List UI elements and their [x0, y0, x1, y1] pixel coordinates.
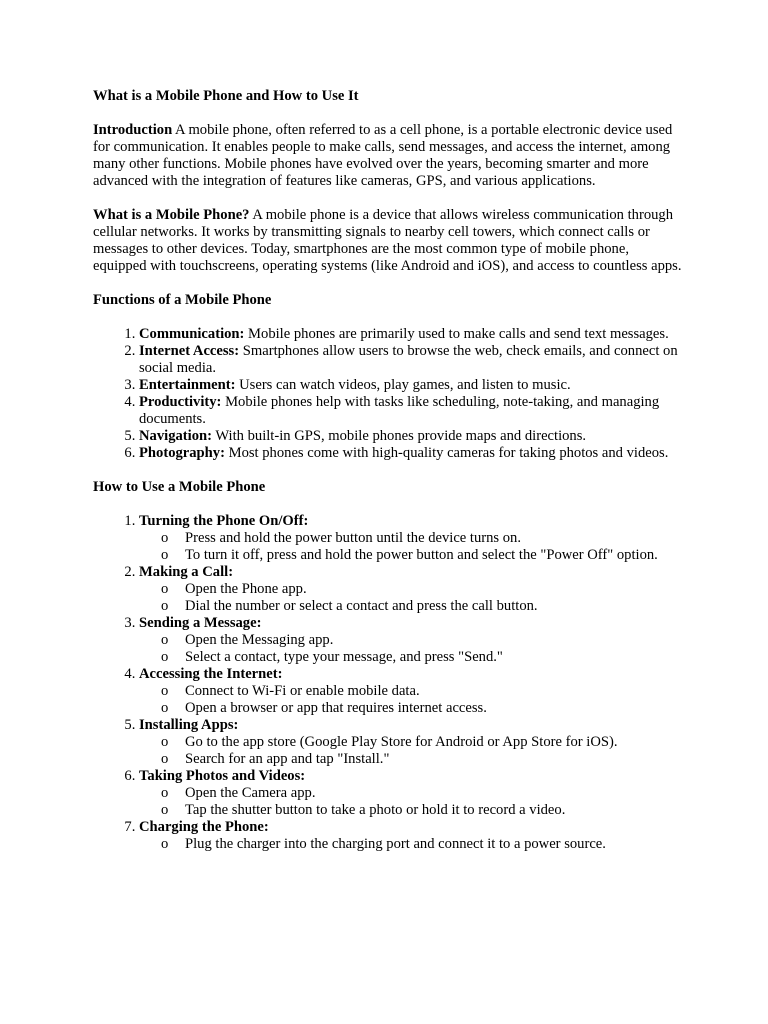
intro-label: Introduction	[93, 122, 173, 138]
item-text: Smartphones allow users to browse the web, check emails, and connect on social media.	[139, 343, 678, 376]
sub-item: o Select a contact, type your message, and press "Send."	[161, 649, 503, 665]
circle-bullet-icon: o	[161, 649, 169, 665]
item-text: Mobile phones are primarily used to make calls and send text messages.	[244, 326, 669, 342]
sub-item: o Open the Phone app.	[161, 581, 307, 597]
item-text: With built-in GPS, mobile phones provide maps and directions.	[211, 428, 587, 444]
list-item	[139, 377, 683, 394]
sub-item: o Go to the app store (Google Play Store for Android or App Store for iOS).	[161, 734, 618, 750]
step-label: Sending a Message:	[139, 615, 262, 631]
step-label: Making a Call:	[139, 564, 234, 580]
list-item	[139, 428, 683, 445]
what-text: A mobile phone is a device that allows wireless communication through cellular networks. It works by transmitting signals to nearby cell towers, which connect calls or messages to other devices. Today, smartphones are the most common type of mobile phone, equipped with touchscreens, operating systems (like Android and iOS), and access to countless apps.	[93, 207, 682, 274]
sub-item: o Plug the charger into the charging port and connect it to a power source.	[161, 836, 606, 852]
list-item	[139, 326, 683, 343]
list-item	[139, 513, 683, 564]
list-item	[139, 768, 683, 819]
list-item	[139, 445, 683, 462]
circle-bullet-icon: o	[161, 700, 169, 716]
step-label: Turning the Phone On/Off:	[139, 513, 309, 529]
sub-list	[139, 836, 683, 853]
item-label: Internet Access:	[139, 343, 240, 359]
item-label: Productivity:	[139, 394, 222, 410]
item-label: Photography:	[139, 445, 225, 461]
circle-bullet-icon: o	[161, 547, 169, 563]
circle-bullet-icon: o	[161, 751, 169, 767]
sub-list	[139, 632, 683, 666]
step-label: Accessing the Internet:	[139, 666, 283, 682]
step-label: Taking Photos and Videos:	[139, 768, 306, 784]
item-label: Communication:	[139, 326, 245, 342]
list-item	[139, 394, 683, 428]
sub-item: o Open a browser or app that requires internet access.	[161, 700, 487, 716]
what-label: What is a Mobile Phone?	[93, 207, 250, 223]
list-item	[139, 564, 683, 615]
sub-item: o Tap the shutter button to take a photo or hold it to record a video.	[161, 802, 566, 818]
circle-bullet-icon: o	[161, 836, 169, 852]
sub-item: o Dial the number or select a contact and press the call button.	[161, 598, 538, 614]
sub-item: o Search for an app and tap "Install."	[161, 751, 390, 767]
list-item	[139, 615, 683, 666]
circle-bullet-icon: o	[161, 632, 169, 648]
step-label: Charging the Phone:	[139, 819, 269, 835]
circle-bullet-icon: o	[161, 802, 169, 818]
circle-bullet-icon: o	[161, 683, 169, 699]
item-label: Entertainment:	[139, 377, 236, 393]
circle-bullet-icon: o	[161, 598, 169, 614]
howto-list	[93, 513, 683, 853]
list-item	[139, 666, 683, 717]
item-text: Mobile phones help with tasks like scheduling, note-taking, and managing documents.	[139, 394, 660, 427]
sub-item: o To turn it off, press and hold the power button and select the "Power Off" option.	[161, 547, 658, 563]
intro-paragraph	[93, 122, 683, 190]
howto-heading: How to Use a Mobile Phone	[93, 479, 266, 495]
list-item	[139, 717, 683, 768]
sub-item: o Open the Camera app.	[161, 785, 316, 801]
sub-list	[139, 530, 683, 564]
circle-bullet-icon: o	[161, 734, 169, 750]
circle-bullet-icon: o	[161, 785, 169, 801]
circle-bullet-icon: o	[161, 530, 169, 546]
list-item	[139, 343, 683, 377]
step-label: Installing Apps:	[139, 717, 239, 733]
sub-list	[139, 734, 683, 768]
intro-text: A mobile phone, often referred to as a cell phone, is a portable electronic device used for communication. It enables people to make calls, send messages, and access the internet, among many other functions. Mobile phones have evolved over the years, becoming smarter and more advanced with the integration of features like cameras, GPS, and various applications.	[93, 122, 673, 189]
sub-item: o Open the Messaging app.	[161, 632, 334, 648]
sub-list	[139, 581, 683, 615]
document-page	[93, 88, 683, 870]
item-label: Navigation:	[139, 428, 212, 444]
sub-list	[139, 683, 683, 717]
circle-bullet-icon: o	[161, 581, 169, 597]
functions-heading: Functions of a Mobile Phone	[93, 292, 272, 308]
list-item	[139, 819, 683, 853]
functions-list	[93, 326, 683, 462]
sub-item: o Press and hold the power button until the device turns on.	[161, 530, 522, 546]
document-title: What is a Mobile Phone and How to Use It	[93, 88, 359, 104]
sub-list	[139, 785, 683, 819]
what-paragraph	[93, 207, 683, 275]
sub-item: o Connect to Wi-Fi or enable mobile data.	[161, 683, 420, 699]
item-text: Users can watch videos, play games, and listen to music.	[235, 377, 571, 393]
item-text: Most phones come with high-quality cameras for taking photos and videos.	[224, 445, 669, 461]
